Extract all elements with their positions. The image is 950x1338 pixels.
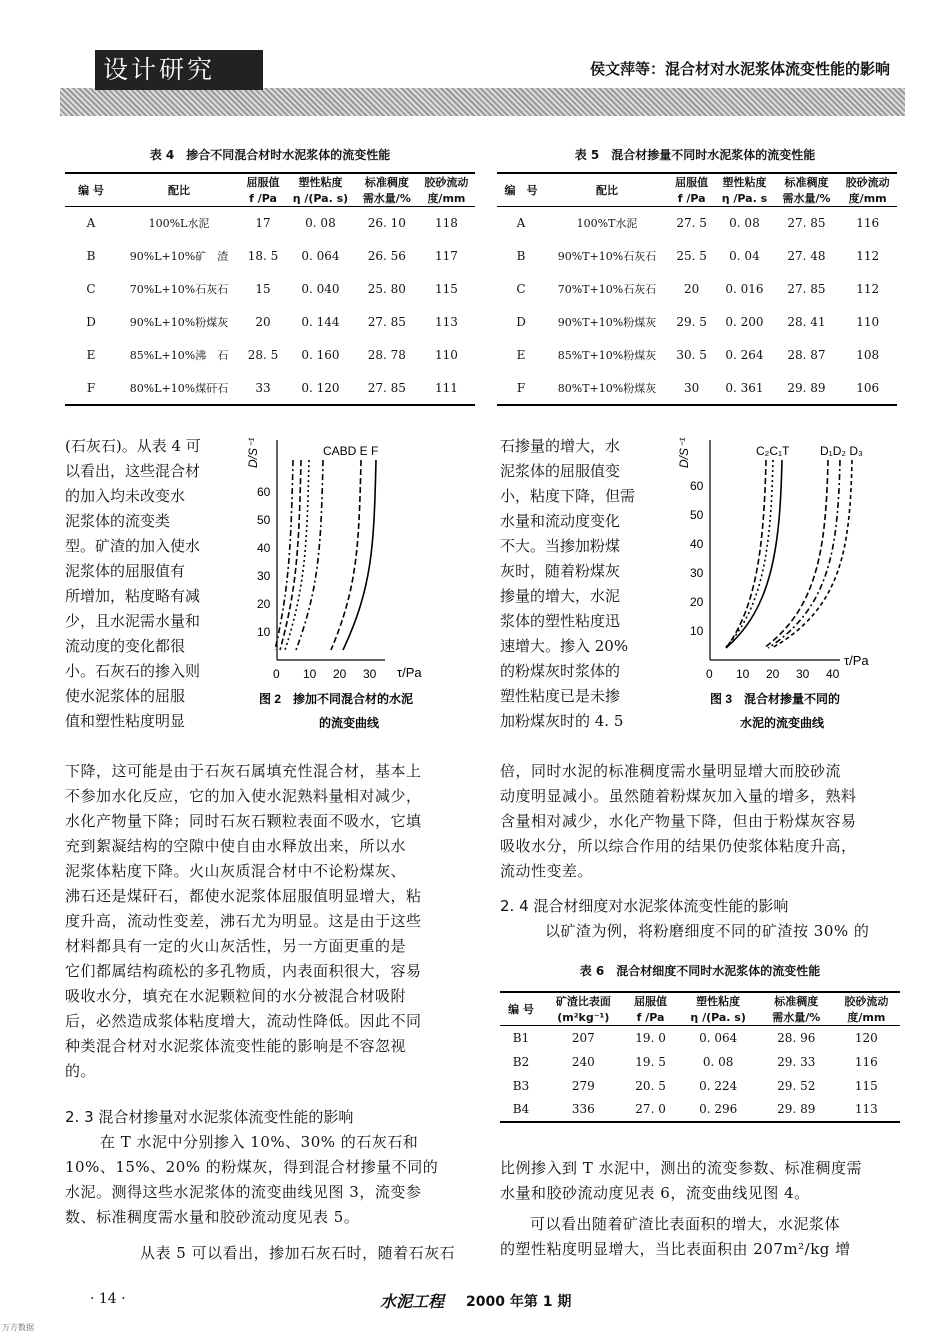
fig2-ylabel: D/S⁻¹ bbox=[246, 437, 260, 468]
y-tick-label: 60 bbox=[690, 479, 704, 493]
fig2-caption-2: 的流变曲线 bbox=[319, 716, 380, 730]
cell-w: 29. 89 bbox=[787, 380, 826, 395]
watermark: 万方数据 bbox=[2, 1323, 34, 1332]
col-f-unit: f /Pa bbox=[636, 1010, 665, 1024]
x-tick-label: 40 bbox=[826, 667, 840, 681]
text-line: 灰时，随着粉煤灰 bbox=[500, 562, 621, 580]
y-tick-label: 20 bbox=[257, 597, 271, 611]
cell-mix: 100%L水泥 bbox=[148, 217, 210, 231]
cell-w: 28. 78 bbox=[367, 348, 406, 362]
col-w: 标准稠度 bbox=[784, 176, 829, 189]
table-row bbox=[497, 273, 897, 306]
cell-eta: 0. 160 bbox=[301, 348, 340, 362]
cell-id: E bbox=[86, 348, 96, 362]
cell-id: A bbox=[516, 216, 526, 231]
table-row bbox=[65, 306, 475, 339]
cell-flow: 115 bbox=[854, 1078, 878, 1093]
cell-flow: 110 bbox=[856, 315, 880, 329]
text-line: 小。石灰石的掺入则 bbox=[65, 662, 201, 680]
text-line: 的粉煤灰时浆体的 bbox=[500, 662, 621, 680]
cell-area: 240 bbox=[571, 1054, 595, 1069]
cell-mix: 100%T水泥 bbox=[576, 217, 638, 231]
cell-f: 20 bbox=[255, 315, 271, 329]
table-row bbox=[500, 1026, 900, 1050]
col-eta: 塑性粘度 bbox=[722, 176, 767, 189]
rheology-curve bbox=[275, 460, 293, 650]
text-line: 它们都属结构疏松的多孔物质，内表面积很大，容易 bbox=[65, 962, 422, 980]
cell-w: 25. 80 bbox=[367, 282, 406, 296]
cell-f: 15 bbox=[255, 282, 271, 296]
cell-f: 33 bbox=[255, 380, 271, 395]
col-flow: 胶砂流动 bbox=[845, 176, 890, 189]
text-line: 在 T 水泥中分别掺入 10%、30% 的石灰石和 bbox=[100, 1133, 419, 1151]
cell-eta: 0. 144 bbox=[301, 315, 340, 329]
cell-id: F bbox=[86, 380, 96, 395]
text-line: 泥浆体的流变类 bbox=[65, 512, 171, 530]
section-2-4-text: 以矿渣为例，将粉磨细度不同的矿渣按 30% 的 bbox=[545, 922, 870, 940]
cell-f: 30 bbox=[683, 380, 700, 395]
text-line: 不参加水化反应，它的加入使水泥熟料量相对减少， bbox=[65, 787, 422, 805]
rheology-curve bbox=[768, 460, 840, 648]
cell-w: 26. 10 bbox=[367, 216, 406, 231]
left-narrow-text bbox=[65, 434, 235, 734]
y-tick-label: 40 bbox=[257, 541, 271, 555]
col-mix: 配比 bbox=[117, 173, 241, 207]
cell-id: B bbox=[86, 249, 96, 263]
cell-id: B3 bbox=[512, 1078, 530, 1093]
cell-mix: 80%T+10%粉煤灰 bbox=[557, 381, 657, 395]
text-line: 吸收水分，填充在水泥颗粒间的水分被混合材吸附 bbox=[65, 987, 407, 1005]
text-line: 加粉煤灰时的 4. 5 bbox=[500, 712, 624, 730]
cell-eta: 0. 296 bbox=[699, 1102, 738, 1116]
cell-flow: 110 bbox=[434, 348, 458, 362]
text-line: 含量相对减少，水化产物量下降，但由于粉煤灰容易 bbox=[500, 812, 857, 830]
text-line: 充到絮凝结构的空隙中使自由水释放出来，所以水 bbox=[65, 837, 407, 855]
cell-flow: 116 bbox=[854, 1054, 878, 1069]
cell-eta: 0. 064 bbox=[301, 249, 340, 263]
col-w: 标准稠度 bbox=[774, 995, 819, 1008]
rheology-curve bbox=[726, 460, 766, 648]
cell-mix: 90%L+10%粉煤灰 bbox=[129, 316, 229, 329]
text-line: 10%、15%、20% 的粉煤灰，得到混合材掺量不同的 bbox=[65, 1158, 439, 1176]
col-w-unit: 需水量/% bbox=[782, 192, 831, 205]
text-line: 动度明显减小。虽然随着粉煤灰加入量的增多，熟料 bbox=[500, 787, 857, 805]
cell-flow: 106 bbox=[856, 380, 880, 395]
cell-id: B1 bbox=[512, 1030, 530, 1045]
col-w: 标准稠度 bbox=[364, 176, 409, 189]
col-mix: 配比 bbox=[545, 173, 669, 207]
text-line: 下降，这可能是由于石灰石属填充性混合材，基本上 bbox=[65, 762, 422, 780]
text-line: 泥浆体的屈服值有 bbox=[65, 562, 186, 580]
table-row bbox=[65, 339, 475, 372]
text-line: 泥浆体的屈服值变 bbox=[500, 462, 621, 480]
col-eta-unit: η /(Pa. s) bbox=[292, 191, 349, 205]
col-f: 屈服值 bbox=[675, 176, 709, 189]
cell-mix: 70%T+10%石灰石 bbox=[557, 283, 657, 296]
cell-eta: 0. 264 bbox=[725, 348, 764, 362]
cell-f: 28. 5 bbox=[247, 348, 279, 362]
cell-flow: 115 bbox=[434, 282, 458, 296]
issue-number: 2000 年第 1 期 bbox=[466, 1294, 572, 1310]
y-tick-label: 60 bbox=[257, 485, 271, 499]
cell-flow: 108 bbox=[856, 348, 880, 362]
cell-id: D bbox=[86, 315, 96, 329]
cell-id: B4 bbox=[512, 1102, 530, 1116]
figure2 bbox=[245, 428, 475, 748]
y-tick-label: 30 bbox=[690, 566, 704, 580]
x-tick-label: 30 bbox=[363, 667, 377, 681]
cell-eta: 0. 120 bbox=[301, 380, 340, 395]
rheology-curve bbox=[280, 460, 301, 650]
journal-name: 水泥工程 bbox=[380, 1292, 445, 1311]
cell-id: A bbox=[86, 216, 96, 231]
cell-id: D bbox=[516, 315, 526, 329]
y-tick-label: 40 bbox=[690, 537, 704, 551]
cell-flow: 117 bbox=[434, 249, 458, 263]
cell-f: 19. 5 bbox=[635, 1054, 666, 1069]
cell-mix: 85%T+10%粉煤灰 bbox=[557, 349, 657, 362]
cell-f: 19. 0 bbox=[635, 1030, 666, 1045]
text-line: 的。 bbox=[65, 1062, 97, 1080]
cell-id: E bbox=[516, 348, 526, 362]
cell-f: 20. 5 bbox=[635, 1078, 666, 1093]
col-f: 屈服值 bbox=[634, 995, 668, 1008]
x-tick-label: 10 bbox=[736, 667, 750, 681]
text-line: 浆体的塑性粘度迅 bbox=[500, 612, 621, 630]
cell-flow: 120 bbox=[854, 1030, 878, 1045]
cell-w: 28. 41 bbox=[787, 315, 826, 329]
section-banner: 设计研究 bbox=[95, 50, 263, 90]
right-body-text bbox=[500, 759, 900, 884]
col-id: 编 号 bbox=[500, 992, 542, 1026]
cell-area: 336 bbox=[571, 1102, 595, 1116]
text-line: 水泥。测得这些水泥浆体的流变曲线见图 3，流变参 bbox=[65, 1183, 422, 1201]
fig3-xlabel: τ/Pa bbox=[844, 653, 869, 668]
table6 bbox=[500, 991, 900, 1123]
text-line: 流动性变差。 bbox=[500, 862, 594, 880]
y-tick-label: 50 bbox=[257, 513, 271, 527]
text-line: 的塑性粘度明显增大，当比表面积由 207m²/kg 增 bbox=[500, 1240, 851, 1258]
section-2-3-text bbox=[65, 1130, 475, 1230]
cell-f: 27. 0 bbox=[635, 1102, 666, 1116]
table-row bbox=[65, 372, 475, 405]
col-f-unit: f /Pa bbox=[249, 191, 277, 205]
table-row bbox=[500, 1074, 900, 1098]
text-line: 水量和流动度变化 bbox=[500, 512, 621, 530]
cell-w: 29. 33 bbox=[777, 1054, 816, 1069]
text-line: 使水泥浆体的屈服 bbox=[65, 687, 186, 705]
cell-mix: 90%L+10%矿 渣 bbox=[129, 250, 229, 263]
text-line: 倍，同时水泥的标准稠度需水量明显增大而胶砂流 bbox=[500, 762, 842, 780]
text-line: 以看出，这些混合材 bbox=[65, 462, 201, 480]
text-line: 泥浆体粘度下降。火山灰质混合材中不论粉煤灰、 bbox=[65, 862, 407, 880]
cell-f: 30. 5 bbox=[676, 348, 707, 362]
col-f: 屈服值 bbox=[246, 176, 280, 189]
cell-flow: 111 bbox=[434, 380, 458, 395]
col-eta: 塑性粘度 bbox=[298, 176, 343, 189]
col-flow: 胶砂流动 bbox=[424, 176, 469, 189]
fig3-label-left: C₂C₁T bbox=[756, 444, 790, 458]
left-body-text bbox=[65, 759, 475, 1084]
cell-eta: 0. 08 bbox=[729, 216, 760, 231]
table-row bbox=[65, 273, 475, 306]
y-tick-label: 50 bbox=[690, 508, 704, 522]
text-line: 材料都具有一定的火山灰活性，另一方面更重的是 bbox=[65, 937, 407, 955]
running-title: 侯文萍等：混合材对水泥浆体流变性能的影响 bbox=[589, 60, 890, 78]
y-tick-label: 30 bbox=[257, 569, 271, 583]
col-id: 编 号 bbox=[65, 173, 117, 207]
cell-w: 27. 48 bbox=[787, 249, 826, 263]
cell-flow: 118 bbox=[434, 216, 458, 231]
right-last-text bbox=[500, 1212, 900, 1262]
cell-w: 29. 89 bbox=[777, 1102, 816, 1116]
text-line: 少，且水泥需水量和 bbox=[65, 612, 201, 630]
text-line: 石掺量的增大，水 bbox=[500, 437, 621, 455]
rheology-curve bbox=[726, 460, 782, 648]
x-tick-label: 20 bbox=[333, 667, 347, 681]
text-line: 所增加，粘度略有减 bbox=[65, 587, 201, 605]
col-id: 编 号 bbox=[497, 173, 545, 207]
cell-eta: 0. 04 bbox=[729, 249, 760, 263]
text-line: (石灰石)。从表 4 可 bbox=[65, 437, 201, 455]
y-tick-label: 20 bbox=[690, 595, 704, 609]
cell-flow: 113 bbox=[434, 315, 458, 329]
table-row bbox=[497, 339, 897, 372]
cell-eta: 0. 064 bbox=[699, 1030, 738, 1045]
fig2-xlabel: τ/Pa bbox=[397, 665, 422, 680]
text-line: 吸收水分，所以综合作用的结果仍使浆体粘度升高， bbox=[500, 837, 857, 855]
y-tick-label: 10 bbox=[257, 625, 271, 639]
cell-id: C bbox=[86, 282, 96, 296]
cell-w: 29. 52 bbox=[777, 1078, 816, 1093]
section-2-4-title: 2. 4 混合材细度对水泥浆体流变性能的影响 bbox=[500, 897, 789, 915]
table-row bbox=[497, 240, 897, 273]
table-row bbox=[497, 306, 897, 339]
col-eta: 塑性粘度 bbox=[696, 995, 741, 1008]
table-row bbox=[497, 207, 897, 240]
cell-eta: 0. 08 bbox=[305, 216, 336, 231]
text-line: 的加入均未改变水 bbox=[65, 487, 186, 505]
cell-flow: 112 bbox=[856, 282, 880, 296]
cell-flow: 116 bbox=[856, 216, 880, 231]
cell-eta: 0. 016 bbox=[725, 282, 764, 296]
text-line: 流动度的变化都很 bbox=[65, 637, 186, 655]
x-tick-label: 0 bbox=[706, 667, 713, 681]
cell-eta: 0. 08 bbox=[702, 1054, 734, 1069]
fig2-caption-1: 图 2 掺加不同混合材的水泥 bbox=[259, 692, 414, 706]
text-line: 水化产物量下降；同时石灰石颗粒表面不吸水，它填 bbox=[65, 812, 422, 830]
col-area-unit: (m²kg⁻¹) bbox=[557, 1010, 610, 1024]
figure3 bbox=[670, 428, 900, 748]
cell-f: 20 bbox=[683, 282, 700, 296]
cell-mix: 80%L+10%煤矸石 bbox=[129, 381, 229, 395]
table6-caption: 表 6 混合材细度不同时水泥浆体的流变性能 bbox=[579, 964, 821, 978]
cell-flow: 113 bbox=[854, 1102, 878, 1116]
col-area: 矿渣比表面 bbox=[555, 995, 611, 1008]
table4 bbox=[65, 172, 475, 406]
col-w-unit: 需水量/% bbox=[772, 1011, 821, 1024]
table-row bbox=[65, 240, 475, 273]
cell-flow: 112 bbox=[856, 249, 880, 263]
cell-mix: 90%T+10%粉煤灰 bbox=[557, 316, 657, 329]
table5-caption: 表 5 混合材掺量不同时水泥浆体的流变性能 bbox=[574, 148, 816, 162]
col-flow-unit: 度/mm bbox=[847, 1011, 886, 1024]
rheology-curve bbox=[772, 460, 852, 648]
col-eta-unit: η /Pa. s bbox=[721, 191, 768, 205]
cell-w: 28. 96 bbox=[777, 1030, 816, 1045]
fig3-caption-2: 水泥的流变曲线 bbox=[740, 716, 825, 730]
x-tick-label: 20 bbox=[766, 667, 780, 681]
x-tick-label: 10 bbox=[303, 667, 317, 681]
page-number: · 14 · bbox=[90, 1291, 126, 1307]
x-tick-label: 30 bbox=[796, 667, 810, 681]
cell-w: 28. 87 bbox=[787, 348, 826, 362]
fig2-curve-labels: CABD E F bbox=[323, 444, 379, 458]
cell-area: 279 bbox=[571, 1078, 595, 1093]
fig3-ylabel: D/S⁻¹ bbox=[677, 437, 691, 468]
table-row bbox=[497, 372, 897, 405]
y-tick-label: 10 bbox=[690, 624, 704, 638]
cell-area: 207 bbox=[571, 1030, 595, 1045]
cell-id: B bbox=[516, 249, 526, 263]
fig3-label-right: D₁D₂ D₃ bbox=[820, 444, 863, 458]
section-2-3-title: 2. 3 混合材掺量对水泥浆体流变性能的影响 bbox=[65, 1108, 354, 1126]
cell-eta: 0. 361 bbox=[725, 380, 764, 395]
fig3-caption-1: 图 3 混合材掺量不同的 bbox=[710, 692, 841, 706]
text-line: 比例掺入到 T 水泥中，测出的流变参数、标准稠度需 bbox=[500, 1159, 863, 1177]
cell-w: 27. 85 bbox=[787, 216, 826, 231]
text-line: 水量和胶砂流动度见表 6，流变曲线见图 4。 bbox=[500, 1184, 810, 1202]
right-narrow-text bbox=[500, 434, 670, 734]
cell-mix: 85%L+10%沸 石 bbox=[129, 349, 229, 362]
text-line: 数、标准稠度需水量和胶砂流动度见表 5。 bbox=[65, 1208, 360, 1226]
cell-w: 27. 85 bbox=[367, 380, 406, 395]
cell-eta: 0. 224 bbox=[699, 1078, 738, 1093]
text-line: 后，必然造成浆体粘度增大，流动性降低。因此不同 bbox=[65, 1012, 422, 1030]
cell-w: 27. 85 bbox=[787, 282, 826, 296]
cell-w: 27. 85 bbox=[367, 315, 406, 329]
text-line: 种类混合材对水泥浆体流变性能的影响是不容忽视 bbox=[65, 1037, 407, 1055]
text-line: 速增大。掺入 20% bbox=[500, 637, 629, 655]
cell-f: 17 bbox=[255, 216, 271, 231]
table-row bbox=[500, 1098, 900, 1122]
text-line: 沸石还是煤矸石，都使水泥浆体屈服值明显增大，粘 bbox=[65, 887, 422, 905]
col-w-unit: 需水量/% bbox=[362, 192, 411, 205]
table-row bbox=[500, 1050, 900, 1074]
table4-caption: 表 4 掺合不同混合材时水泥浆体的流变性能 bbox=[149, 148, 391, 162]
text-line: 塑性粘度已是未掺 bbox=[500, 687, 621, 705]
cell-eta: 0. 200 bbox=[725, 315, 764, 329]
cell-f: 27. 5 bbox=[676, 216, 707, 231]
text-line: 型。矿渣的加入使水 bbox=[65, 537, 201, 555]
cell-id: C bbox=[516, 282, 526, 296]
section-2-3-text-2: 从表 5 可以看出，掺加石灰石时，随着石灰石 bbox=[140, 1244, 456, 1262]
cell-mix: 70%L+10%石灰石 bbox=[129, 283, 229, 296]
table-row bbox=[65, 207, 475, 240]
cell-mix: 90%T+10%石灰石 bbox=[557, 250, 657, 263]
text-line: 小，粘度下降，但需 bbox=[500, 487, 636, 505]
header-hatch-band bbox=[60, 88, 905, 116]
cell-id: F bbox=[516, 380, 526, 395]
text-line: 掺量的增大，水泥 bbox=[500, 587, 621, 605]
text-line: 度升高，流动性变差，沸石尤为明显。这是由于这些 bbox=[65, 912, 422, 930]
text-line: 不大。当掺加粉煤 bbox=[500, 537, 621, 555]
cell-f: 18. 5 bbox=[247, 249, 279, 263]
col-flow-unit: 度/mm bbox=[848, 192, 887, 205]
col-f-unit: f /Pa bbox=[677, 191, 706, 205]
cell-f: 29. 5 bbox=[676, 315, 707, 329]
col-flow: 胶砂流动 bbox=[844, 995, 889, 1008]
cell-id: B2 bbox=[512, 1054, 530, 1069]
col-eta-unit: η /(Pa. s) bbox=[690, 1010, 746, 1024]
cell-f: 25. 5 bbox=[676, 249, 707, 263]
x-tick-label: 0 bbox=[273, 667, 280, 681]
cell-w: 26. 56 bbox=[367, 249, 406, 263]
text-line: 可以看出随着矿渣比表面积的增大，水泥浆体 bbox=[530, 1215, 841, 1233]
right-after-table-text bbox=[500, 1156, 900, 1206]
rheology-curve bbox=[331, 460, 361, 650]
text-line: 值和塑性粘度明显 bbox=[65, 712, 186, 730]
col-flow-unit: 度/mm bbox=[427, 192, 466, 205]
cell-eta: 0. 040 bbox=[301, 282, 340, 296]
table5 bbox=[497, 172, 897, 406]
